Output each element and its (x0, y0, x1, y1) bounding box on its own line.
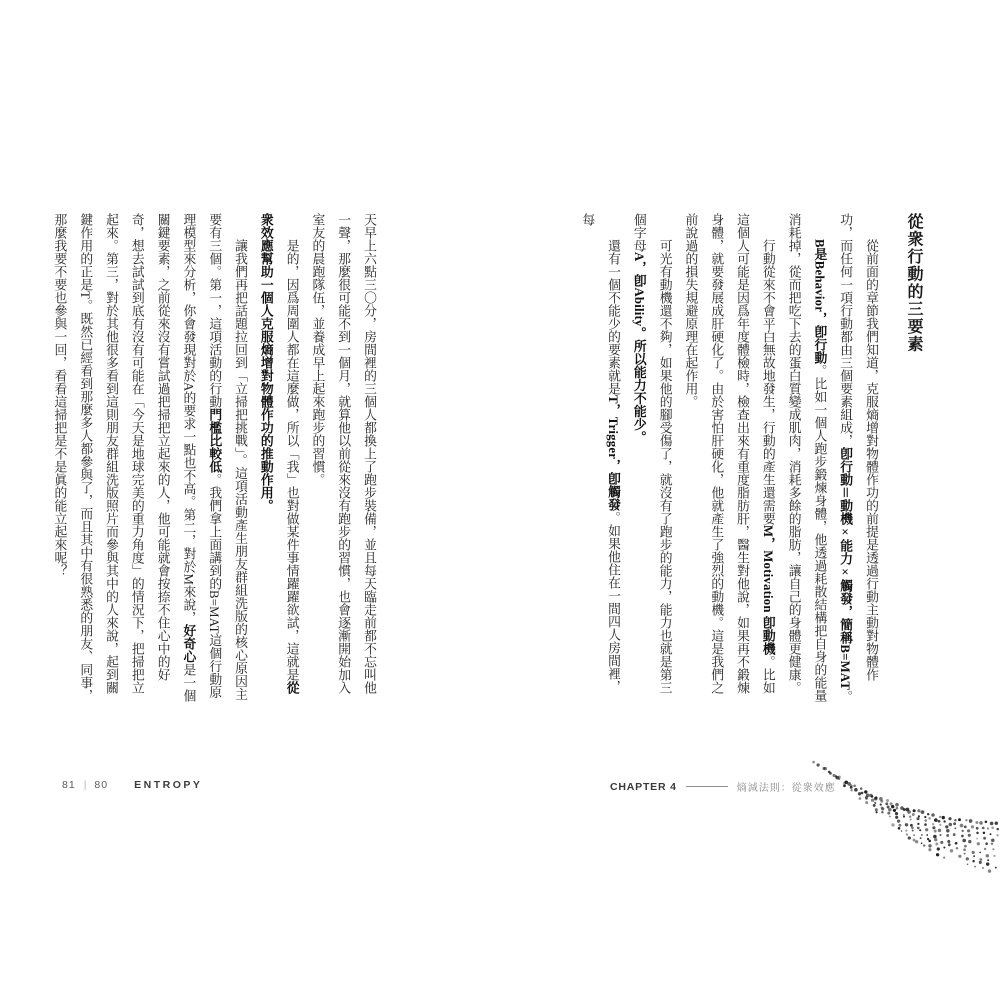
paragraph (780, 213, 832, 705)
page-number-right: 80 (94, 779, 109, 791)
paragraph (304, 213, 381, 705)
text-run: 行動從來不會平白無故地發生，行動的產生還需要 (760, 238, 775, 525)
text-run: 是一個關鍵要素，之前從來沒有嘗試過把掃把立起來的人，他可能就會按捺不住心中的好奇，想去試試到底有沒有可能在「今天是地球完美的重力角度」的情況下，把掃把立起來。第三，對於其他很多看到這則朋友群組洗版照片而參與其中的人來說，起到關鍵作用的正是T。既然已經看到那麼多人都參與了，而且其中有很熟悉的朋友、同事，那麼我要不要也參與一回，看看這掃把是不是眞的能立起來呢？ (52, 213, 196, 703)
bold-text-run: B是Behavior，卽行動 (812, 238, 827, 364)
page-number-left: 81 (62, 779, 76, 791)
left-page-body (46, 213, 381, 705)
text-run: 是的，因爲周圍人都在這麼做，所以「我」也對做某件事情躍躍欲試，這就是 (284, 238, 299, 681)
section-heading: 從衆行動的三要素 (905, 213, 922, 353)
right-page-footer (610, 779, 836, 794)
bold-text-run: 好奇心 (181, 624, 196, 664)
right-page (573, 213, 926, 705)
bold-text-run: T，Trigger，卽觸發 (606, 394, 621, 511)
bold-text-run: 從衆效應幫助一個人克服熵增對物體作功的推動作用。 (258, 213, 299, 694)
text-run: 可光有動機還不夠，如果他的腳受傷了，就沒有了跑步的能力，能力也就是第三個字母 (631, 213, 672, 694)
paragraph (573, 213, 625, 705)
text-run: 。我們拿上面講到的B=MAT這個行動原理模型來分析，你會發現對於A的要求一點也不高。第二，對於M來說， (181, 213, 222, 699)
bold-text-run: M，Motivation 卽動機 (760, 524, 775, 655)
text-run: 讓我們再把話題拉回到「立掃把挑戰」。這項活動產生朋友群組洗版的核心原因主要有三個。第一，這項活動的行動 (207, 213, 248, 701)
chapter-title: 熵減法則：從衆效應 (736, 783, 836, 794)
chapter-label: CHAPTER 4 (610, 780, 677, 793)
paragraph (252, 213, 304, 705)
text-run: 。比如這個人可能是因爲年度體檢時，檢查出來有重度脂肪肝，醫生對他說，如果再不鍛煉身體，就要發展成肝硬化了。由於害怕肝硬化，他就產生了強烈的動機。這是我們之前說過的損失規避原理在起作用。 (683, 213, 775, 694)
dotted-wave-graphic (805, 753, 1000, 875)
left-page-footer (62, 779, 202, 791)
paragraph (831, 213, 883, 705)
paragraph (677, 213, 780, 705)
bold-text-run: 門檻比較低 (207, 408, 222, 473)
left-page (46, 213, 381, 705)
page-number-separator: | (83, 779, 87, 791)
text-run: 從前面的章節我們知道，克服熵增對物體作功的前提是透過行動主動對物體作功，而任何一項行動都由三個要素組成， (838, 213, 878, 681)
text-run: 。如果他住在一間四人房間裡，每 (580, 213, 621, 693)
text-run: 天早上六點三〇分，房間裡的三個人都換上了跑步裝備，並且每天臨走前都不忘叫他一聲，那麼很可能不到一個月，就算他以前從來沒有跑步的習慣，也會逐漸開始加入室友的晨跑隊伍，並養成早上起來跑步的習慣。 (310, 213, 376, 694)
book-title: ENTROPY (134, 779, 203, 791)
right-page-body (573, 213, 883, 705)
paragraph (625, 213, 677, 705)
text-run: 。比如一個人跑步鍛煉身體，他透過耗散結構把自身的能量消耗掉，從而把吃下去的蛋白質變成肌肉，消耗多餘的脂肪，讓自己的身體更健康。 (786, 213, 827, 702)
bold-text-run: A，卽Ability。所以能力不能少。 (631, 252, 646, 444)
footer-rule (686, 786, 728, 787)
bold-text-run: 卽行動＝動機×能力×觸發，簡稱B=MAT (838, 447, 853, 691)
paragraph (46, 213, 252, 705)
text-run: 。 (838, 690, 853, 704)
text-run: 還有一個不能少的要素就是 (606, 238, 621, 395)
